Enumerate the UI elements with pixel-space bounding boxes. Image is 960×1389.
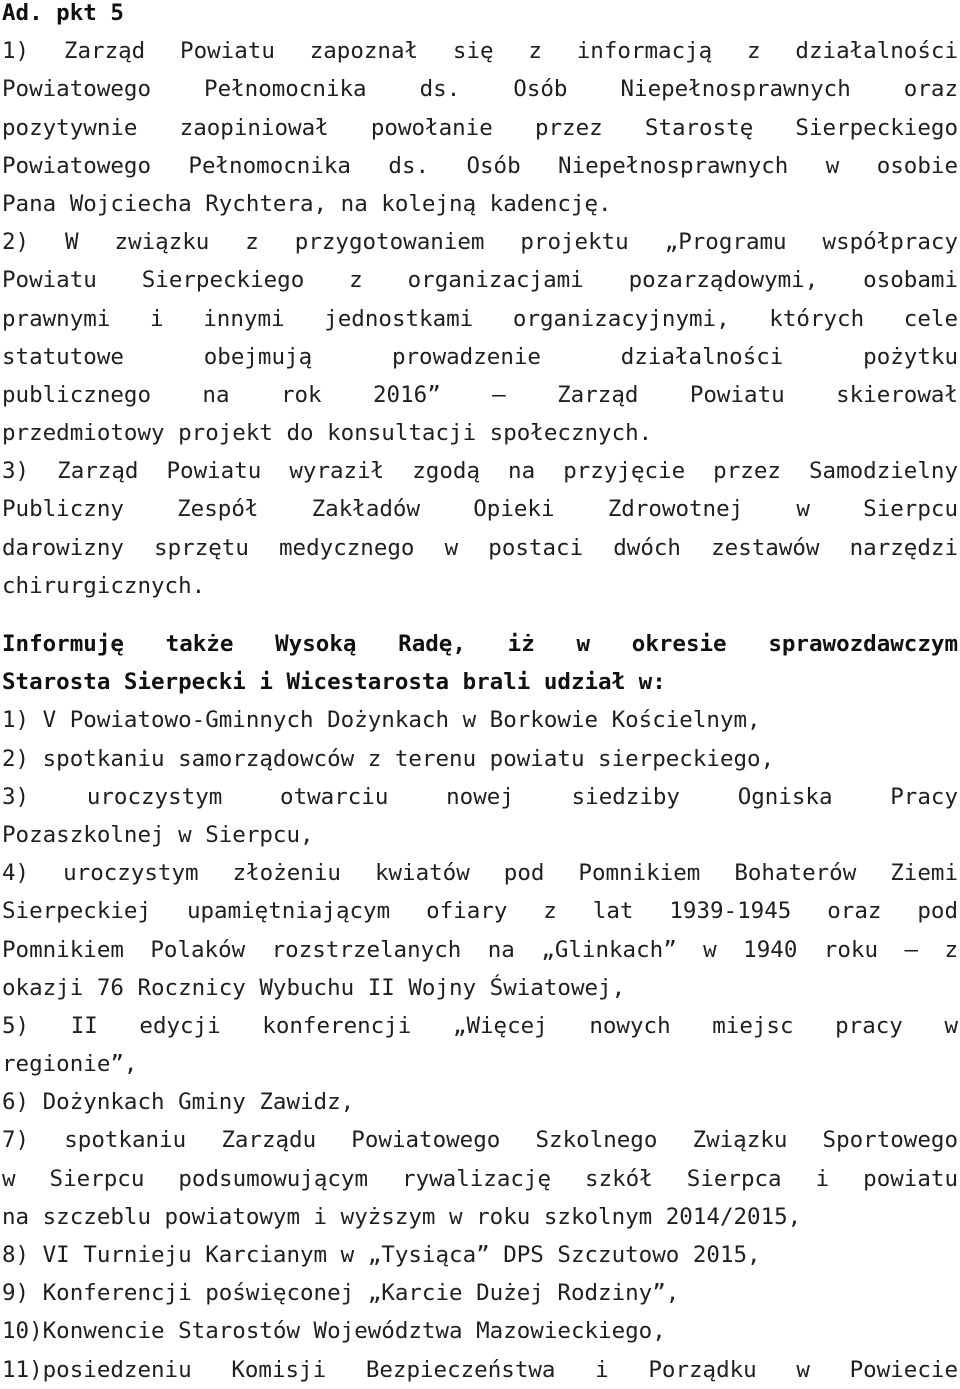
text-line: prawnymi i innymi jednostkami organizacyjnymi, których cele: [2, 305, 958, 332]
report-intro-block: [2, 625, 958, 701]
list-item-line: na szczeblu powiatowym i wyższym w roku szkolnym 2014/2015,: [2, 1203, 802, 1230]
text-line: publicznego na rok 2016” – Zarząd Powiatu skierował: [2, 381, 958, 408]
bold-text-line: Starosta Sierpecki i Wicestarosta brali udział w:: [2, 669, 666, 696]
text-line: pozytywnie zaopiniował powołanie przez Starostę Sierpeckiego: [2, 114, 958, 141]
text-line: Powiatowego Pełnomocnika ds. Osób Niepełnosprawnych w osobie: [2, 152, 958, 179]
list-item-line: Sierpeckiej upamiętniającym ofiary z lat 1939-1945 oraz pod: [2, 898, 958, 925]
text-line: darowizny sprzętu medycznego w postaci dwóch zestawów narzędzi: [2, 534, 958, 561]
text-line: przedmiotowy projekt do konsultacji społecznych.: [2, 420, 653, 447]
bold-text-line: Informuję także Wysoką Radę, iż w okresie sprawozdawczym: [2, 631, 958, 657]
list-item-line: okazji 76 Rocznicy Wybuchu II Wojny Światowej,: [2, 974, 626, 1001]
list-item-line: regionie”,: [2, 1051, 138, 1078]
list-item-line: 6) Dożynkach Gminy Zawidz,: [2, 1089, 355, 1116]
list-item-line: w Sierpcu podsumowującym rywalizację szkół Sierpca i powiatu: [2, 1165, 958, 1192]
resolutions-block: [2, 32, 958, 605]
events-list: [2, 701, 958, 1388]
list-item-line: 1) V Powiatowo-Gminnych Dożynkach w Borkowie Kościelnym,: [2, 707, 761, 734]
list-item-line: 3) uroczystym otwarciu nowej siedziby Ogniska Pracy: [2, 783, 958, 810]
list-item-line: 10)Konwencie Starostów Województwa Mazowieckiego,: [2, 1318, 666, 1345]
list-item-line: 5) II edycji konferencji „Więcej nowych miejsc pracy w: [2, 1012, 958, 1039]
list-item-line: 4) uroczystym złożeniu kwiatów pod Pomnikiem Bohaterów Ziemi: [2, 860, 958, 887]
text-line: Powiatowego Pełnomocnika ds. Osób Niepełnosprawnych oraz: [2, 76, 958, 103]
list-item-line: 11)posiedzeniu Komisji Bezpieczeństwa i Porządku w Powiecie: [2, 1356, 958, 1383]
list-item-line: Pomnikiem Polaków rozstrzelanych na „Glinkach” w 1940 roku – z: [2, 936, 958, 963]
list-item-line: 8) VI Turnieju Karcianym w „Tysiąca” DPS Szczutowo 2015,: [2, 1242, 761, 1268]
section-heading: Ad. pkt 5: [2, 0, 124, 26]
text-line: 3) Zarząd Powiatu wyraził zgodą na przyjęcie przez Samodzielny: [2, 458, 958, 485]
list-item-line: Pozaszkolnej w Sierpcu,: [2, 821, 314, 848]
text-line: 1) Zarząd Powiatu zapoznał się z informacją z działalności: [2, 38, 958, 65]
text-line: Publiczny Zespół Zakładów Opieki Zdrowotnej w Sierpcu: [2, 496, 958, 523]
list-item-line: 9) Konferencji poświęconej „Karcie Dużej Rodziny”,: [2, 1280, 680, 1307]
list-item-line: 7) spotkaniu Zarządu Powiatowego Szkolnego Związku Sportowego: [2, 1127, 958, 1154]
text-line: Powiatu Sierpeckiego z organizacjami pozarządowymi, osobami: [2, 267, 958, 294]
text-line: 2) W związku z przygotowaniem projektu „Programu współpracy: [2, 229, 958, 256]
list-item-line: 2) spotkaniu samorządowców z terenu powiatu sierpeckiego,: [2, 745, 775, 772]
text-line: Pana Wojciecha Rychtera, na kolejną kadencję.: [2, 190, 612, 217]
text-line: statutowe obejmują prowadzenie działalności pożytku: [2, 343, 958, 370]
text-line: chirurgicznych.: [2, 572, 206, 599]
